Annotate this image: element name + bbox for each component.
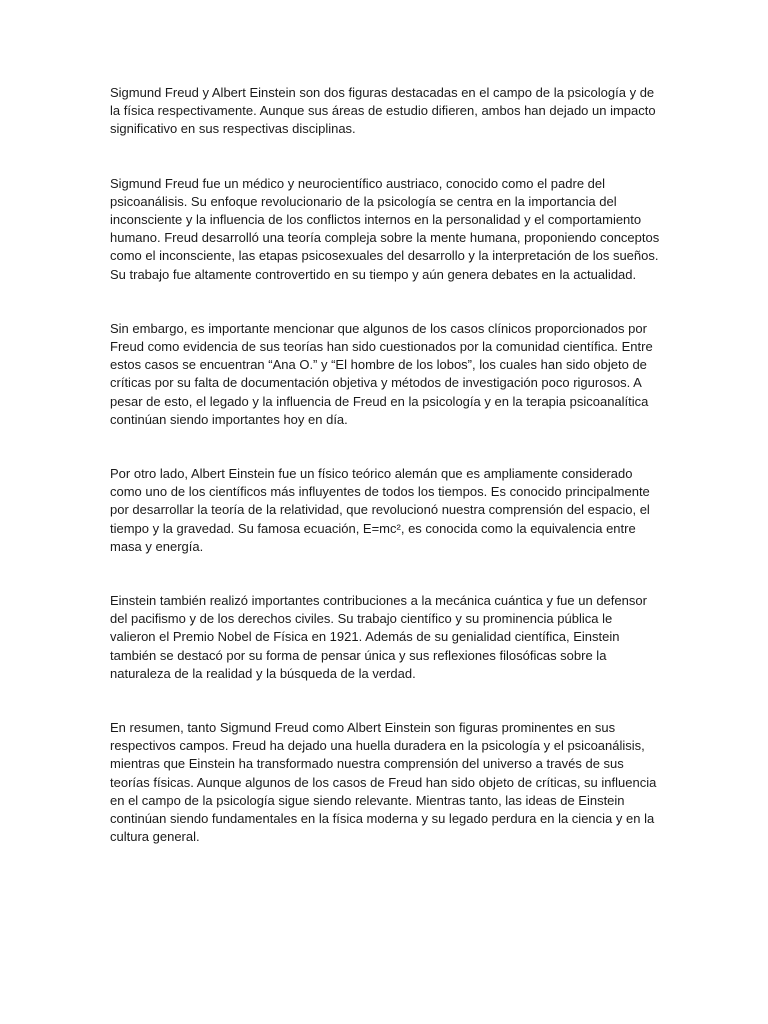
paragraph-summary: En resumen, tanto Sigmund Freud como Albert Einstein son figuras prominentes en sus respectivos campos. Freud ha dejado una huella duradera en la psicología y el psicoanálisis, mientras que Einstein ha transformado nuestra comprensión del universo a través de sus teorías físicas. Aunque algunos de los casos de Freud han sido objeto de críticas, su influencia en el campo de la psicología sigue siendo relevante. Mientras tanto, las ideas de Einstein continúan siendo fundamentales en la física moderna y su legado perdura en la ciencia y en la cultura general.: [110, 720, 657, 845]
document-body: [110, 84, 660, 847]
paragraph-intro: Sigmund Freud y Albert Einstein son dos figuras destacadas en el campo de la psicología y de la física respectivamente. Aunque sus áreas de estudio difieren, ambos han dejado un impacto significativo en sus respectivas disciplinas.: [110, 85, 656, 137]
paragraph-freud: Sigmund Freud fue un médico y neurocientífico austriaco, conocido como el padre del psicoanálisis. Su enfoque revolucionario de la psicología se centra en la importancia del inconsciente y la influencia de los conflictos internos en la personalidad y el comportamiento humano. Freud desarrolló una teoría compleja sobre la mente humana, proponiendo conceptos como el inconsciente, las etapas psicosexuales del desarrollo y la interpretación de los sueños. Su trabajo fue altamente controvertido en su tiempo y aún genera debates en la actualidad.: [110, 175, 660, 282]
paragraph-freud-cases: Sin embargo, es importante mencionar que algunos de los casos clínicos proporcionados por Freud como evidencia de sus teorías han sido cuestionados por la comunidad científica. Entre estos casos se encuentran “Ana O.” y “El hombre de los lobos”, los cuales han sido objeto de críticas por su falta de documentación objetiva y métodos de investigación poco rigurosos. A pesar de esto, el legado y la influencia de Freud en la psicología y en la terapia psicoanalítica continúan siendo importantes hoy en día.: [110, 320, 653, 427]
paragraph-einstein: Por otro lado, Albert Einstein fue un físico teórico alemán que es ampliamente considerado como uno de los científicos más influyentes de todos los tiempos. Es conocido principalmente por desarrollar la teoría de la relatividad, que revolucionó nuestra comprensión del espacio, el tiempo y la gravedad. Su famosa ecuación, E=mc², es conocida como la equivalencia entre masa y energía.: [110, 466, 650, 554]
paragraph-einstein-contributions: Einstein también realizó importantes contribuciones a la mecánica cuántica y fue un defensor del pacifismo y de los derechos civiles. Su trabajo científico y su prominencia pública le valieron el Premio Nobel de Física en 1921. Además de su genialidad científica, Einstein también se destacó por su forma de pensar única y sus reflexiones filosóficas sobre la naturaleza de la realidad y la búsqueda de la verdad.: [110, 593, 647, 681]
